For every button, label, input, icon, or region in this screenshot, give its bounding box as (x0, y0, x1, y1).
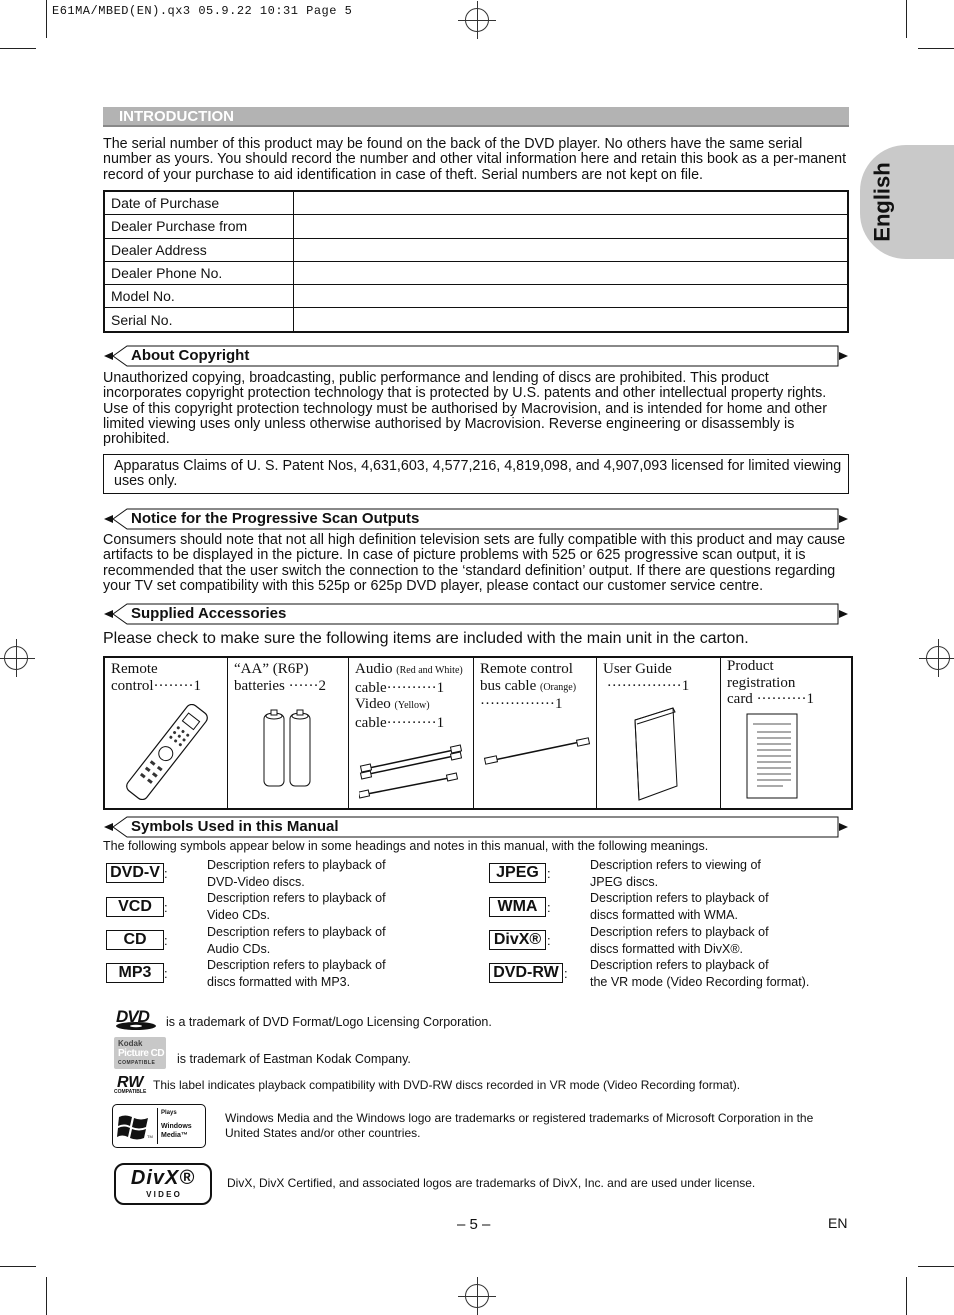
divx-video-logo (114, 1163, 212, 1205)
field-label: Dealer Phone No. (104, 261, 294, 284)
symbol-description (590, 957, 809, 990)
bus-cable-icon (482, 732, 592, 772)
colon: : (164, 866, 168, 881)
jpeg-badge: JPEG (489, 863, 546, 883)
accessory-av-cables: Audio (Red and White) cable··········1 Video (Yellow) cable··········1 (349, 658, 474, 808)
crop-mark (0, 1266, 36, 1267)
accessory-remote: Remote control········1 (105, 658, 228, 808)
symbol-description-line: Audio CDs. (207, 941, 271, 956)
accessory-label: Product (727, 658, 774, 674)
windows-media-logo-line: Media™ (161, 1132, 188, 1139)
mp3-badge: MP3 (106, 963, 164, 983)
accessory-qty: 1 (681, 677, 690, 694)
page-number: – 5 – (457, 1216, 491, 1233)
symbol-description-line: discs formatted with WMA. (590, 907, 738, 922)
accessories-heading-bar (103, 603, 849, 625)
introduction-heading-bar (103, 107, 849, 127)
symbol-description-line: Description refers to playback of (207, 858, 386, 872)
windows-media-logo-line: Windows (161, 1123, 192, 1130)
symbol-description (207, 857, 386, 890)
av-cable-icon (359, 738, 469, 803)
accessory-label: control (111, 677, 154, 694)
crop-mark (46, 1277, 47, 1315)
wma-badge: WMA (489, 897, 546, 917)
table-row (104, 238, 848, 261)
dvd-logo-text: DVD (116, 1007, 149, 1026)
accessory-qty: 1 (554, 696, 563, 712)
copyright-heading-bar (103, 345, 849, 367)
colon: : (164, 900, 168, 915)
cd-badge: CD (106, 930, 164, 950)
copyright-text: Unauthorized copying, broadcasting, public performance and lending of discs are prohibited. This product incorporates copyright protection technology that is protected by U.S. patents and other intellectual property rights. Use of this copyright protection technology must be authorised by Macrovision, and is intended for home and other limited viewing uses only unless otherwise authorised by Macrovision. Reverse engineering or disassembly is prohibited. (103, 370, 827, 448)
accessory-label: Remote (111, 661, 158, 677)
user-guide-icon (627, 702, 687, 802)
progressive-text: Consumers should note that not all high definition television sets are fully compatible with this product and may cause artifacts to be displayed in the picture. In case of picture problems with 525 or 625 progressive scan output, it is recommended that the user switch the connection to the ‘standard definition’ output. If there are questions regarding your TV set compatibility with this 525p or 625p DVD player, please contact our customer service centre. (103, 532, 846, 594)
symbol-description-line: Description refers to playback of (207, 925, 386, 939)
registration-mark (465, 1284, 489, 1308)
symbol-description-line: JPEG discs. (590, 874, 659, 889)
symbol-description-line: Description refers to playback of (207, 891, 386, 905)
table-row (104, 191, 848, 215)
accessory-bus-cable: Remote control bus cable (Orange) ···············1 (474, 658, 597, 808)
crop-mark (46, 0, 47, 38)
accessory-user-guide: User Guide ···············1 (597, 658, 721, 808)
symbol-description (590, 924, 769, 957)
patent-box: Apparatus Claims of U. S. Patent Nos, 4,631,603, 4,577,216, 4,819,098, and 4,907,093 licensed for limited viewing uses only. (103, 454, 849, 494)
accessories-heading: Supplied Accessories (131, 605, 287, 622)
symbols-heading: Symbols Used in this Manual (131, 818, 339, 835)
table-row (104, 308, 848, 332)
symbol-description (207, 890, 386, 923)
introduction-heading: INTRODUCTION (119, 108, 234, 125)
symbol-description-line: Description refers to playback of (590, 925, 769, 939)
accessory-qty: 1 (806, 691, 815, 707)
divx-logo-text: DivX® (130, 1167, 196, 1189)
accessory-label: batteries (234, 677, 285, 694)
crop-mark (918, 1266, 954, 1267)
divx-logo-subtext: V I D E O (146, 1190, 180, 1199)
crop-mark (906, 1277, 907, 1315)
kodak-logo-line: Picture CD (118, 1048, 165, 1059)
colon: : (164, 933, 168, 948)
symbol-description-line: Description refers to viewing of (590, 858, 761, 872)
symbol-description-line: Description refers to playback of (590, 958, 769, 972)
registration-mark (4, 646, 28, 670)
field-value (294, 261, 849, 284)
symbols-heading-bar (103, 816, 849, 838)
windows-media-logo (112, 1104, 206, 1148)
table-row (104, 215, 848, 238)
rw-trademark-text: This label indicates playback compatibility with DVD-RW discs recorded in VR mode (Video Recording format). (153, 1078, 741, 1092)
dvd-v-badge: DVD-V (106, 863, 164, 883)
accessory-note: (Orange) (539, 681, 577, 693)
field-value (294, 215, 849, 238)
remote-control-icon (117, 704, 217, 800)
dvd-trademark-text: is a trademark of DVD Format/Logo Licensing Corporation. (166, 1015, 492, 1029)
kodak-trademark-text: is trademark of Eastman Kodak Company. (177, 1052, 411, 1066)
rw-compatible-logo (114, 1075, 150, 1097)
symbol-description (207, 957, 386, 990)
accessory-label: bus cable (480, 677, 537, 694)
field-value (294, 308, 849, 332)
registration-card-icon (743, 710, 803, 802)
windows-media-tm: TM (147, 1134, 153, 1139)
dvd-logo (114, 1009, 158, 1031)
kodak-logo-line: COMPATIBLE (118, 1060, 156, 1066)
progressive-heading: Notice for the Progressive Scan Outputs (131, 510, 420, 527)
print-header: E61MA/MBED(EN).qx3 05.9.22 10:31 Page 5 (52, 4, 353, 18)
field-value (294, 285, 849, 308)
windows-flag-icon (117, 1112, 151, 1142)
accessory-label: Audio (355, 661, 393, 677)
accessory-label: User Guide (603, 661, 672, 677)
purchase-record-table (103, 190, 849, 333)
field-label: Date of Purchase (104, 191, 294, 215)
colon: : (547, 866, 551, 881)
rw-logo-subtext: COMPATIBLE (114, 1089, 147, 1095)
field-value (294, 238, 849, 261)
copyright-heading: About Copyright (131, 347, 250, 364)
colon: : (164, 966, 168, 981)
symbols-intro: The following symbols appear below in some headings and notes in this manual, with the following meanings. (103, 839, 709, 853)
symbol-description-line: Video CDs. (207, 907, 270, 922)
accessories-table (103, 656, 853, 810)
vcd-badge: VCD (106, 897, 164, 917)
accessories-intro: Please check to make sure the following items are included with the main unit in the carton. (103, 630, 749, 647)
accessory-label: “AA” (R6P) (234, 661, 309, 677)
registration-mark (926, 646, 950, 670)
progressive-heading-bar (103, 508, 849, 530)
symbol-description (590, 890, 769, 923)
accessory-label: registration (727, 674, 796, 691)
field-label: Model No. (104, 285, 294, 308)
windows-media-trademark-text: Windows Media and the Windows logo are trademarks or registered trademarks of Microsoft Corporation in the United States and/or other countries. (225, 1111, 814, 1140)
windows-media-logo-line: Plays (161, 1110, 177, 1116)
colon: : (564, 966, 568, 981)
symbol-description (590, 857, 761, 890)
symbol-description-line: discs formatted with DivX®. (590, 941, 744, 956)
field-label: Serial No. (104, 308, 294, 332)
colon: : (547, 900, 551, 915)
crop-mark (906, 0, 907, 38)
accessory-qty: 2 (318, 677, 327, 694)
language-tab-label: English (870, 162, 896, 242)
accessory-note: (Yellow) (394, 700, 430, 711)
crop-mark (918, 48, 954, 49)
colon: : (547, 933, 551, 948)
registration-mark (465, 8, 489, 32)
accessory-note: (Red and White) (396, 665, 463, 676)
introduction-text: The serial number of this product may be found on the back of the DVD player. No others have the same serial number as yours. You should record the number and other vital information here and retain this book as a per-manent record of your purchase to aid identification in case of theft. Serial numbers are not kept on file. (103, 136, 847, 183)
accessory-qty: 1 (436, 714, 445, 731)
language-tab (860, 145, 954, 259)
dvd-rw-badge: DVD-RW (489, 963, 563, 983)
divx-trademark-text: DivX, DivX Certified, and associated logos are trademarks of DivX, Inc. and are used under license. (227, 1176, 756, 1190)
field-label: Dealer Address (104, 238, 294, 261)
accessory-label: cable (355, 714, 387, 731)
accessory-registration-card: Product registration card ··········1 (721, 658, 851, 808)
accessory-qty: 1 (193, 677, 201, 694)
language-code: EN (828, 1215, 848, 1231)
table-row (104, 261, 848, 284)
accessory-label: Remote control (480, 661, 573, 677)
accessory-label: cable (355, 679, 387, 696)
symbol-description-line: Description refers to playback of (590, 891, 769, 905)
field-label: Dealer Purchase from (104, 215, 294, 238)
table-row (104, 285, 848, 308)
symbol-description-line: the VR mode (Video Recording format). (590, 974, 810, 989)
divx-badge: DivX® (489, 930, 546, 950)
kodak-picture-cd-logo (114, 1037, 166, 1069)
accessory-qty: 1 (436, 679, 445, 696)
field-value (294, 191, 849, 215)
accessory-label: Video (355, 696, 391, 712)
symbol-description (207, 924, 386, 957)
kodak-logo-line: Kodak (118, 1039, 143, 1048)
symbol-description-line: discs formatted with MP3. (207, 974, 351, 989)
crop-mark (0, 48, 36, 49)
rw-logo-text: RW (117, 1074, 144, 1091)
accessory-batteries: “AA” (R6P) batteries ······2 (228, 658, 349, 808)
batteries-icon (258, 708, 318, 788)
symbol-description-line: Description refers to playback of (207, 958, 386, 972)
symbol-description-line: DVD-Video discs. (207, 874, 305, 889)
accessory-label: card (727, 691, 753, 707)
